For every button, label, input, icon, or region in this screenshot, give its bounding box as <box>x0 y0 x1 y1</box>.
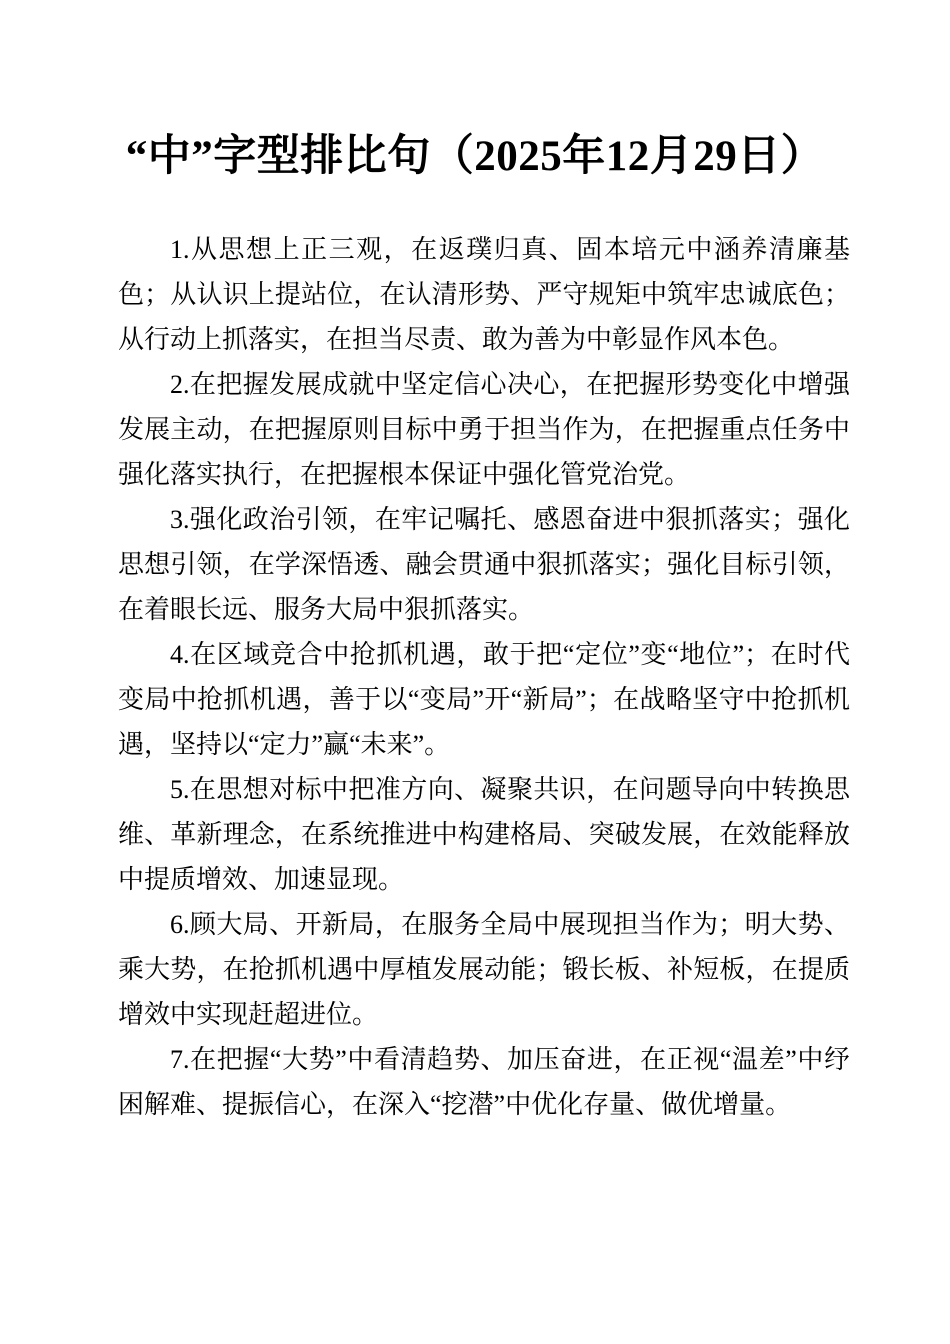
paragraph-2: 2.在把握发展成就中坚定信心决心，在把握形势变化中增强发展主动，在把握原则目标中勇于担当作为，在把握重点任务中强化落实执行，在把握根本保证中强化管党治党。 <box>118 370 850 489</box>
paragraph-4: 4.在区域竞合中抢抓机遇，敢于把“定位”变“地位”；在时代变局中抢抓机遇，善于以“变局”开“新局”；在战略坚守中抢抓机遇，坚持以“定力”赢“未来”。 <box>118 640 850 759</box>
paragraph-5: 5.在思想对标中把准方向、凝聚共识，在问题导向中转换思维、革新理念，在系统推进中构建格局、突破发展，在效能释放中提质增效、加速显现。 <box>118 775 850 894</box>
document-body <box>118 227 850 1127</box>
paragraph-7: 7.在把握“大势”中看清趋势、加压奋进，在正视“温差”中纾困解难、提振信心，在深入“挖潜”中优化存量、做优增量。 <box>118 1045 850 1119</box>
document-title: “中”字型排比句（2025年12月29日） <box>125 133 825 180</box>
paragraph-3: 3.强化政治引领，在牢记嘱托、感恩奋进中狠抓落实；强化思想引领，在学深悟透、融会贯通中狠抓落实；强化目标引领，在着眼长远、服务大局中狠抓落实。 <box>118 505 850 624</box>
paragraph-1: 1.从思想上正三观，在返璞归真、固本培元中涵养清廉基色；从认识上提站位，在认清形势、严守规矩中筑牢忠诚底色；从行动上抓落实，在担当尽责、敢为善为中彰显作风本色。 <box>118 235 850 354</box>
paragraph-6: 6.顾大局、开新局，在服务全局中展现担当作为；明大势、乘大势，在抢抓机遇中厚植发展动能；锻长板、补短板，在提质增效中实现赶超进位。 <box>118 910 850 1029</box>
